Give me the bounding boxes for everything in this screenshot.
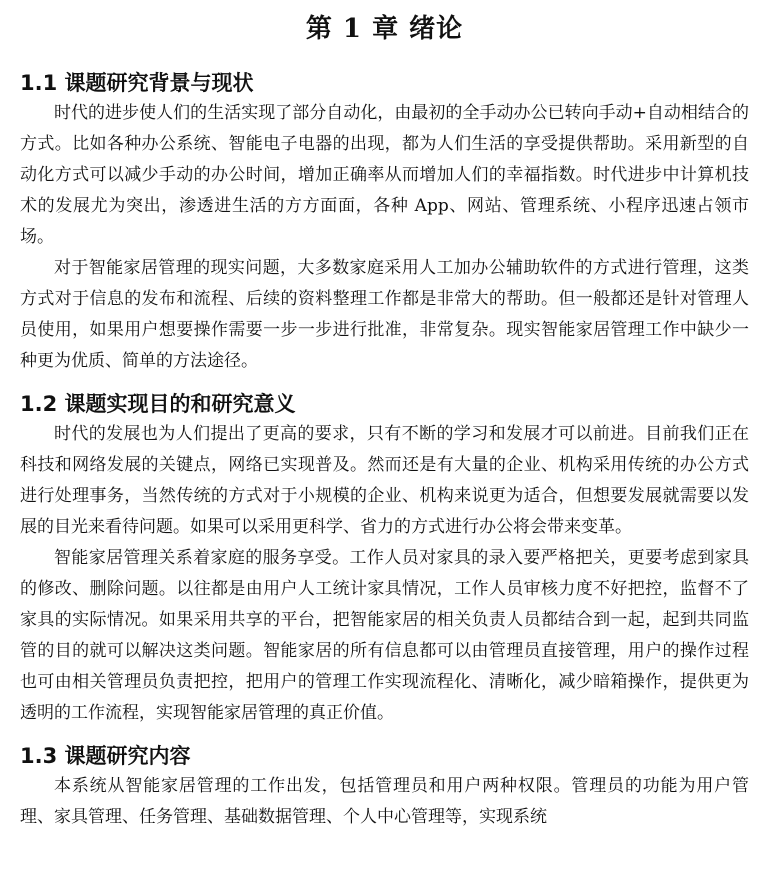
paragraph: 时代的发展也为人们提出了更高的要求，只有不断的学习和发展才可以前进。目前我们正在科技和网络发展的关键点，网络已实现普及。然而还是有大量的企业、机构采用传统的办公方式进行处理事务，当然传统的方式对于小规模的企业、机构来说更为适合，但想要发展就需要以发展的目光来看待问题。如果可以采用更科学、省力的方式进行办公将会带来变革。 xyxy=(20,424,749,537)
paragraph: 时代的进步使人们的生活实现了部分自动化，由最初的全手动办公已转向手动+自动相结合的方式。比如各种办公系统、智能电子电器的出现，都为人们生活的享受提供帮助。采用新型的自动化方式可以减少手动的办公时间，增加正确率从而增加人们的幸福指数。时代进步中计算机技术的发展尤为突出，渗透进生活的方方面面，各种 App、网站、管理系统、小程序迅速占领市场。 xyxy=(20,103,749,247)
paragraph: 智能家居管理关系着家庭的服务享受。工作人员对家具的录入要严格把关，更要考虑到家具的修改、删除问题。以往都是由用户人工统计家具情况，工作人员审核力度不好把控，监督不了家具的实际情况。如果采用共享的平台，把智能家居的相关负责人员都结合到一起，起到共同监管的目的就可以解决这类问题。智能家居的所有信息都可以由管理员直接管理，用户的操作过程也可由相关管理员负责把控，把用户的管理工作实现流程化、清晰化，减少暗箱操作，提供更为透明的工作流程，实现智能家居管理的真正价值。 xyxy=(20,548,749,723)
section-title: 1.2 课题实现目的和研究意义 xyxy=(20,392,296,416)
section-title: 1.1 课题研究背景与现状 xyxy=(20,71,254,95)
section-background xyxy=(20,68,749,377)
section-title: 1.3 课题研究内容 xyxy=(20,744,191,768)
paragraph: 本系统从智能家居管理的工作出发，包括管理员和用户两种权限。管理员的功能为用户管理、家具管理、任务管理、基础数据管理、个人中心管理等，实现系统 xyxy=(20,776,749,827)
section-content xyxy=(20,741,749,833)
section-purpose xyxy=(20,389,749,729)
chapter-title: 第 1 章 绪论 xyxy=(305,14,464,44)
paragraph: 对于智能家居管理的现实问题，大多数家庭采用人工加办公辅助软件的方式进行管理，这类方式对于信息的发布和流程、后续的资料整理工作都是非常大的帮助。但一般都还是针对管理人员使用，如果用户想要操作需要一步一步进行批准，非常复杂。现实智能家居管理工作中缺少一种更为优质、简单的方法途径。 xyxy=(20,258,749,371)
